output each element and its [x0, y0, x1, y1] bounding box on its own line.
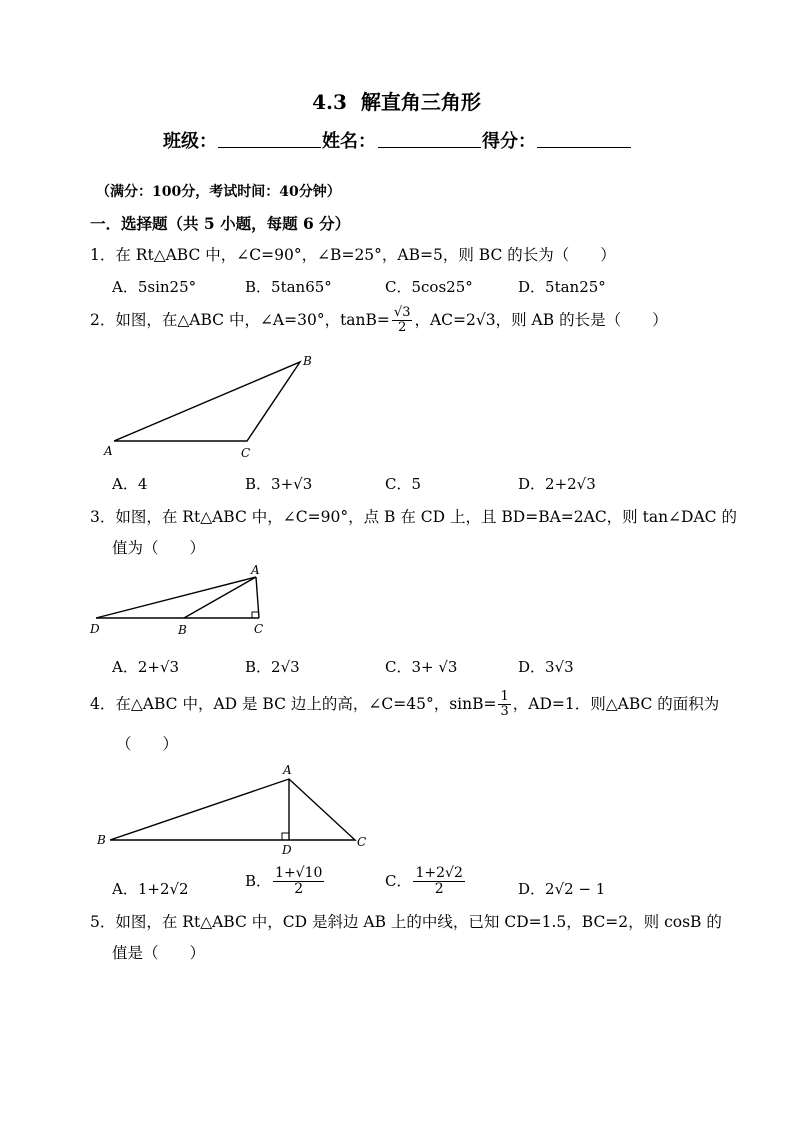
q4-label-a: A: [283, 763, 292, 777]
q3-option-a: A．2+√3: [112, 658, 180, 676]
q4-option-b: [245, 866, 326, 898]
q4-text-a: 4．在△ABC 中，AD 是 BC 边上的高，∠C=45°，sinB=: [90, 694, 497, 713]
q4-option-c-den: 2: [434, 881, 444, 898]
q1-text: 1．在 Rt△ABC 中，∠C=90°，∠B=25°，AB=5，则 BC 的长为（ ）: [90, 246, 616, 264]
q3-figure: [88, 562, 273, 640]
class-blank: [218, 147, 321, 148]
q4-option-b-prefix: B．: [245, 871, 272, 890]
name-blank: [378, 147, 481, 148]
q2-option-b: B．3+√3: [245, 475, 313, 493]
score-blank: [537, 147, 631, 148]
q4-figure: [92, 758, 382, 858]
q2-option-a: A．4: [112, 475, 148, 493]
q4-triangle: [110, 779, 355, 840]
score-label: 得分：: [482, 131, 536, 152]
q4-label-b: B: [97, 833, 106, 847]
q1-option-b: B．5tan65°: [245, 278, 332, 296]
q4-option-d: D．2√2 − 1: [518, 880, 606, 898]
q3-option-c: C．3+ √3: [385, 658, 458, 676]
section-heading: 一．选择题（共 5 小题，每题 6 分）: [90, 214, 351, 233]
q4-option-b-fraction: [273, 866, 324, 898]
q2-label-a: A: [104, 444, 113, 458]
name-label: 姓名：: [322, 131, 376, 152]
q4-text-line2: （ ）: [116, 735, 179, 753]
q3-label-d: D: [90, 622, 100, 636]
class-label: 班级：: [163, 131, 217, 152]
q4-frac-num: 1: [500, 689, 509, 704]
q4-text-b: ，AD=1．则△ABC 的面积为: [512, 694, 720, 713]
q1-option-a: A．5sin25°: [112, 278, 197, 296]
q4-option-b-num: 1+√10: [275, 865, 323, 881]
q4-text-line1: [90, 690, 719, 720]
q2-option-c: C．5: [385, 475, 422, 493]
q3-text-line2: 值为（ ）: [112, 539, 206, 557]
q4-option-c-num: 1+2√2: [415, 865, 463, 881]
q4-label-d: D: [282, 843, 292, 857]
q4-option-c-fraction: [413, 866, 464, 898]
q2-text-a: 2．如图，在△ABC 中，∠A=30°，tanB=: [90, 310, 390, 329]
page-title: 4.3 解直角三角形: [312, 90, 481, 114]
q5-text-line1: 5．如图，在 Rt△ABC 中，CD 是斜边 AB 上的中线，已知 CD=1.5，BC=2，则 cosB 的: [90, 913, 722, 931]
q2-text: [90, 306, 668, 336]
q3-text-line1: 3．如图，在 Rt△ABC 中，∠C=90°，点 B 在 CD 上，且 BD=BA=2AC，则 tan∠DAC 的: [90, 508, 737, 526]
q2-label-c: C: [241, 446, 251, 460]
q2-triangle: [114, 362, 300, 441]
q3-label-a: A: [251, 563, 260, 577]
q2-option-d: D．2+2√3: [518, 475, 596, 493]
q4-fraction: [498, 690, 510, 720]
q4-option-b-den: 2: [294, 881, 304, 898]
q2-figure: [95, 352, 325, 462]
q2-label-b: B: [303, 354, 312, 368]
q4-right-angle-mark: [282, 833, 289, 840]
q3-right-angle-mark: [252, 612, 258, 618]
q2-frac-den: 2: [398, 320, 407, 336]
q5-text-line2: 值是（ ）: [112, 944, 206, 962]
q3-label-c: C: [254, 622, 264, 636]
exam-meta: （满分：100分，考试时间：40分钟）: [96, 184, 341, 200]
q4-label-c: C: [357, 835, 367, 849]
q1-option-c: C．5cos25°: [385, 278, 473, 296]
q1-option-d: D．5tan25°: [518, 278, 606, 296]
q4-option-c: [385, 866, 467, 898]
q3-option-b: B．2√3: [245, 658, 300, 676]
q2-frac-num: √3: [393, 305, 411, 320]
q2-fraction: [392, 306, 413, 336]
q3-line-ba: [184, 577, 256, 618]
q4-option-a: A．1+2√2: [112, 880, 189, 898]
q3-line-da: [96, 577, 256, 618]
q3-label-b: B: [178, 623, 187, 637]
q4-option-c-prefix: C．: [385, 871, 412, 890]
q4-frac-den: 3: [500, 704, 509, 720]
q2-text-b: ，AC=2√3，则 AB 的长是（ ）: [414, 310, 668, 329]
q3-option-d: D．3√3: [518, 658, 574, 676]
